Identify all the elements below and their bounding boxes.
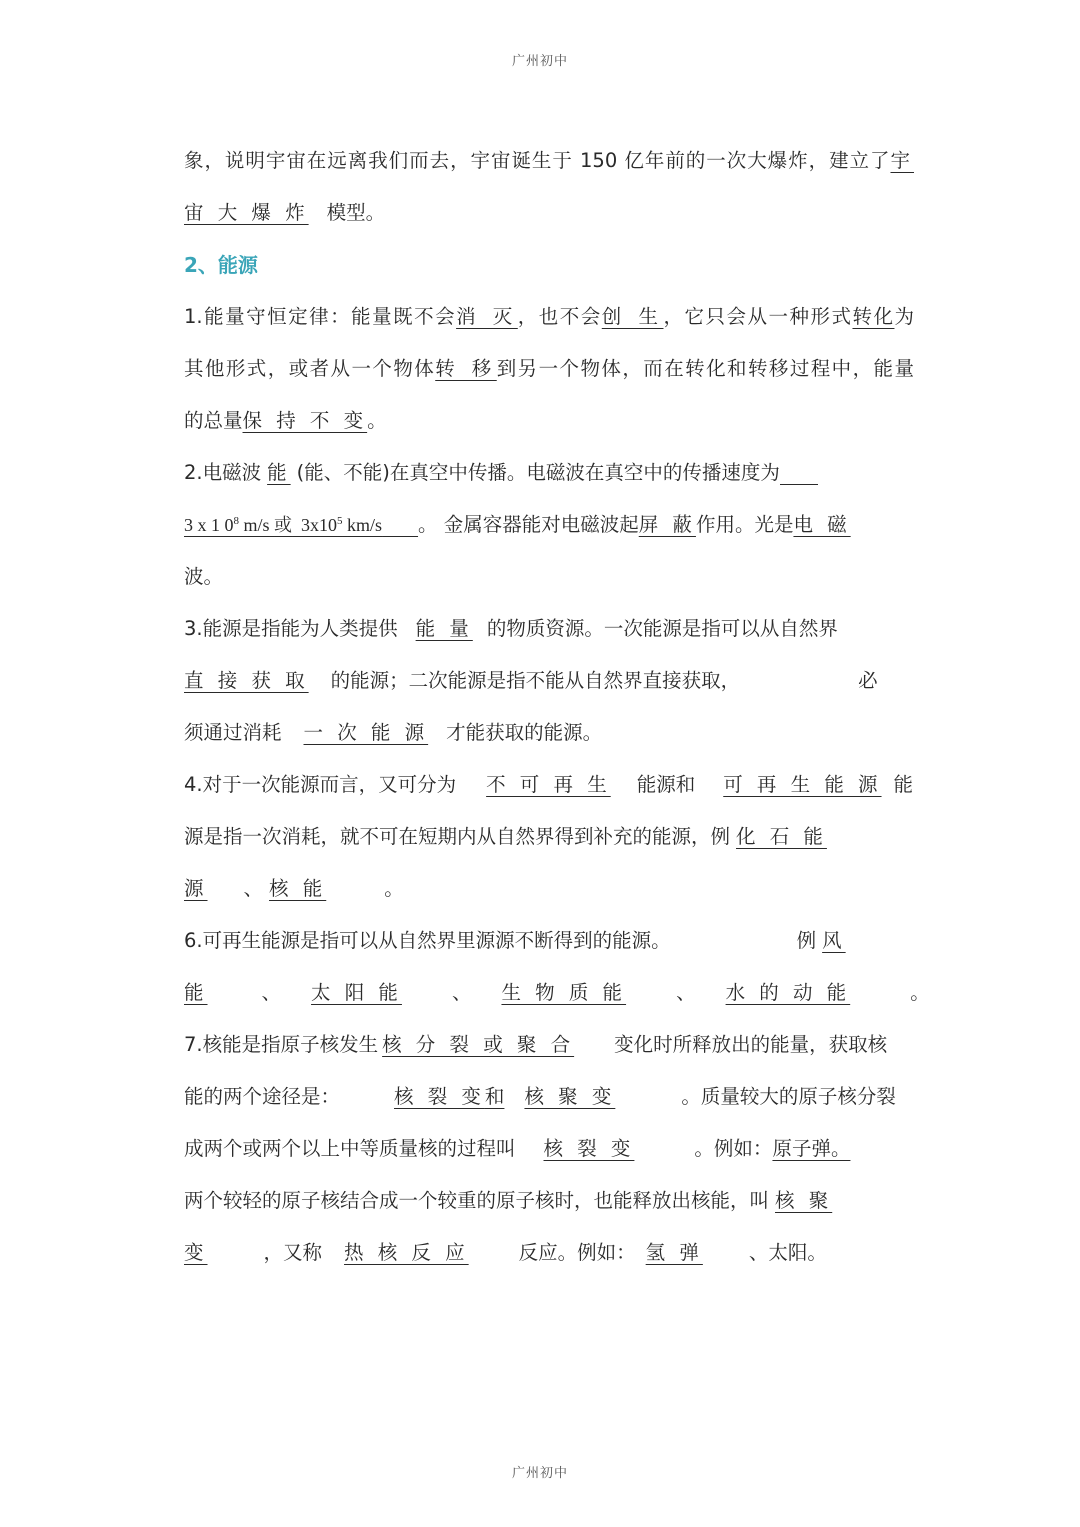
q7-text: 能的两个途径是： xyxy=(184,1085,341,1108)
answer-blank: 热 核 反 应 xyxy=(344,1241,469,1264)
q1-text: 。 xyxy=(367,409,387,432)
intro-text: 模型。 xyxy=(326,201,386,224)
q6-text: 、 xyxy=(676,981,696,1004)
answer-blank: 宇 xyxy=(890,149,914,172)
q1-text: 为 xyxy=(894,305,914,328)
answer-blank: 风 xyxy=(822,929,846,952)
page-footer: 广州初中 xyxy=(511,1466,568,1481)
q7-text: 、太阳。 xyxy=(748,1241,827,1264)
q7-line-2 xyxy=(184,1074,914,1126)
speed-of-light-answer xyxy=(184,515,418,535)
answer-or: 或 xyxy=(274,515,293,536)
section-title: 2、能源 xyxy=(184,253,258,277)
page-header: 广州初中 xyxy=(511,54,568,69)
answer-unit: m/s xyxy=(243,515,270,535)
answer-blank: 宙 大 爆 炸 xyxy=(184,201,309,224)
q4-line-3 xyxy=(184,866,914,918)
q6-text: 6.可再生能源是指可以从自然界里源源不断得到的能源。 xyxy=(184,929,671,952)
q1-text: 到另一个物体，而在转化和转移过程中，能量 xyxy=(496,357,914,380)
q2-line-1 xyxy=(184,450,914,502)
q3-text: 的物质资源。一次能源是指可以从自然界 xyxy=(486,617,838,640)
q4-text: 4.对于一次能源而言，又可分为 xyxy=(184,773,457,796)
answer-blank: 变 xyxy=(184,1241,208,1264)
q6-text: 例 xyxy=(796,929,817,952)
q7-text: 。质量较大的原子核分裂 xyxy=(681,1085,896,1108)
q7-line-3 xyxy=(184,1126,914,1178)
q3-line-2 xyxy=(184,658,914,710)
q7-text: 和 xyxy=(484,1085,505,1108)
q7-line-4 xyxy=(184,1178,914,1230)
q2-text: (能、不能)在真空中传播。电磁波在真空中的传播速度为 xyxy=(296,461,780,484)
q3-text: 3.能源是指能为人类提供 xyxy=(184,617,398,640)
q1-text: 1.能量守恒定律：能量既不会 xyxy=(184,305,457,328)
q3-line-1 xyxy=(184,606,914,658)
answer-blank: 创 生 xyxy=(601,305,664,328)
answer-blank: 核 裂 变 xyxy=(394,1085,485,1108)
q1-line-3 xyxy=(184,398,914,450)
answer-blank: 源 xyxy=(184,877,208,900)
q7-line-5 xyxy=(184,1230,914,1282)
answer-blank: 直 接 获 取 xyxy=(184,669,309,692)
answer-exponent: 8 xyxy=(233,515,239,527)
q4-text: 源是指一次消耗，就不可在短期内从自然界得到补充的能源，例 xyxy=(184,825,731,848)
q1-text: ，它只会从一种形式 xyxy=(663,305,853,328)
answer-blank: 能 xyxy=(184,981,208,1004)
q6-line-1 xyxy=(184,918,914,970)
answer-blank: 一 次 能 源 xyxy=(303,721,429,744)
q7-text: 变化时所释放出的能量，获取核 xyxy=(614,1033,888,1056)
q6-text: 、 xyxy=(451,981,472,1004)
q1-line-2 xyxy=(184,346,914,398)
answer-blank: 氢 弹 xyxy=(645,1241,703,1264)
answer-blank: 核 裂 变 xyxy=(543,1137,635,1160)
q2-text: 作用。光是 xyxy=(695,513,794,536)
answer-blank: 消 灭 xyxy=(456,305,518,328)
q3-text: 必 xyxy=(858,669,878,692)
answer-blank: 核 分 裂 或 聚 合 xyxy=(382,1033,575,1056)
q7-text: ，又称 xyxy=(263,1241,323,1264)
q3-text: 须通过消耗 xyxy=(184,721,282,744)
answer-blank: 化 石 能 xyxy=(736,825,827,848)
q7-text: 7.核能是指原子核发生 xyxy=(184,1033,379,1056)
answer-blank: 电 磁 xyxy=(793,513,851,536)
q7-text: 两个较轻的原子核结合成一个较重的原子核时，也能释放出核能，叫 xyxy=(184,1189,770,1212)
answer-blank: 可 再 生 能 源 xyxy=(723,773,882,796)
answer-blank: 不 可 再 生 xyxy=(486,773,611,796)
answer-exponent: 5 xyxy=(337,515,343,527)
q4-text: 。 xyxy=(384,877,404,900)
answer-base: 3 x 1 0 xyxy=(184,515,234,535)
answer-blank: 水 的 动 能 xyxy=(725,981,851,1004)
q1-text: 的总量 xyxy=(184,409,243,432)
answer-blank: 生 物 质 能 xyxy=(501,981,627,1004)
q7-text: 成两个或两个以上中等质量核的过程叫 xyxy=(184,1137,516,1160)
answer-blank: 能 xyxy=(267,461,291,484)
q7-line-1 xyxy=(184,1022,914,1074)
q4-text: 、 xyxy=(243,877,264,900)
q6-text: 。 xyxy=(910,981,930,1004)
q4-text: 能源和 xyxy=(636,773,696,796)
intro-text: 象，说明宇宙在远离我们而去，宇宙诞生于 150 亿年前的一次大爆炸，建立了 xyxy=(184,149,891,172)
q2-text: 波。 xyxy=(184,565,224,588)
q1-line-1 xyxy=(184,294,914,346)
answer-blank: 能 量 xyxy=(415,617,473,640)
q2-line-3 xyxy=(184,554,914,606)
document-body xyxy=(184,138,930,1282)
answer-blank: 转 移 xyxy=(435,357,497,380)
q2-text: 2.电磁波 xyxy=(184,461,262,484)
answer-blank-line xyxy=(780,456,818,485)
intro-line-2 xyxy=(184,190,914,242)
q3-text: 才能获取的能源。 xyxy=(446,721,603,744)
q3-line-3 xyxy=(184,710,914,762)
q3-text: 的能源；二次能源是指不能从自然界直接获取， xyxy=(330,669,741,692)
answer-blank: 核 聚 xyxy=(775,1189,833,1212)
q2-text: 。 金属容器能对电磁波起 xyxy=(418,513,639,536)
q6-line-2 xyxy=(184,970,930,1022)
intro-line-1 xyxy=(184,138,914,190)
answer-blank: 核 聚 变 xyxy=(524,1085,616,1108)
answer-blank: 转化 xyxy=(852,305,895,328)
q1-text: ，也不会 xyxy=(517,305,602,328)
answer-unit: km/s xyxy=(347,515,383,535)
q1-text: 其他形式，或者从一个物体 xyxy=(184,357,436,380)
q4-line-2 xyxy=(184,814,914,866)
answer-base: 3x10 xyxy=(301,515,338,535)
answer-blank: 原子弹。 xyxy=(772,1137,851,1160)
answer-blank: 核 能 xyxy=(269,877,327,900)
answer-blank: 保 持 不 变 xyxy=(242,409,368,432)
q7-text: 。例如： xyxy=(694,1137,773,1160)
q4-text: 能 xyxy=(893,773,914,796)
q6-text: 、 xyxy=(261,981,282,1004)
answer-blank: 屏 蔽 xyxy=(638,513,696,536)
answer-blank: 太 阳 能 xyxy=(311,981,402,1004)
q4-line-1 xyxy=(184,762,914,814)
q2-line-2 xyxy=(184,502,914,554)
q7-text: 反应。例如： xyxy=(518,1241,636,1264)
